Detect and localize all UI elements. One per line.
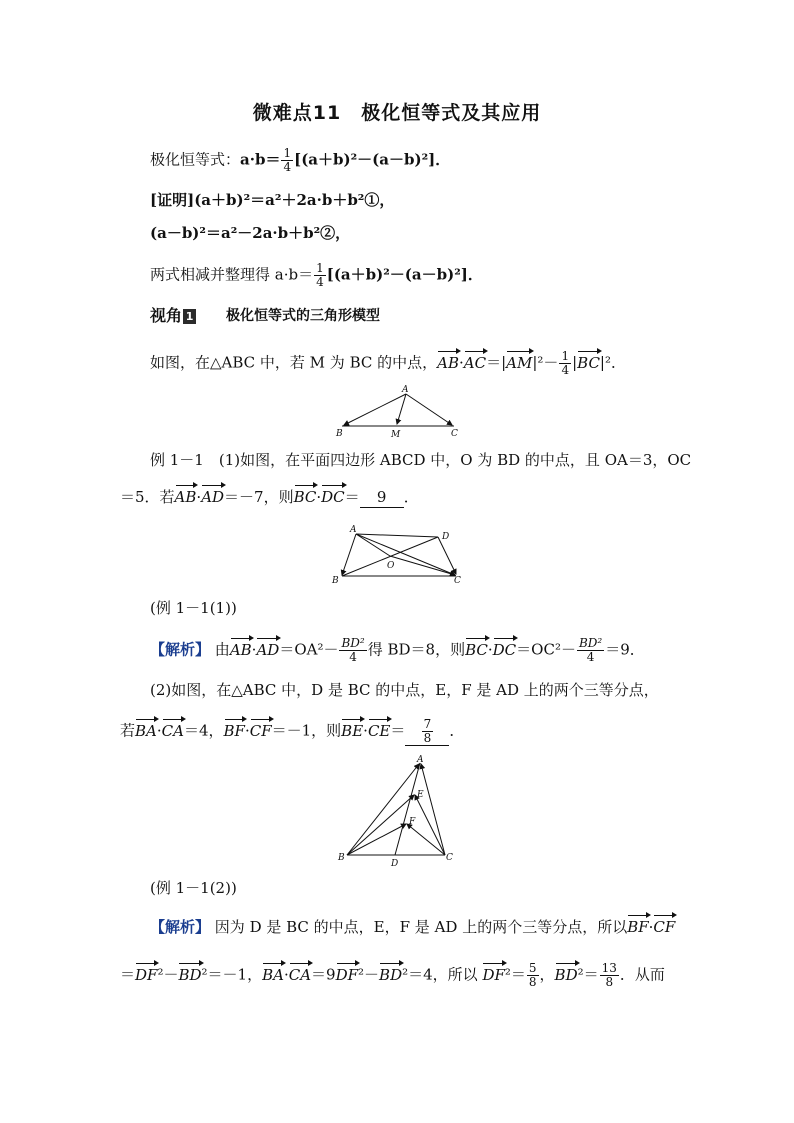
fig1-label-a: A [402, 385, 409, 395]
section-heading: 极化恒等式的三角形模型 [226, 308, 380, 324]
solution-tag-1: 【解析】 [150, 640, 211, 659]
fig3-label-f: F [409, 817, 416, 827]
fig3-label-a: A [417, 755, 424, 765]
example-1-line-1: 例 1－1 (1)如图，在平面四边形 ABCD 中，O 为 BD 的中点，且 OA＝3，OC [150, 451, 692, 469]
solution-tag-2: 【解析】 [150, 918, 211, 936]
page-title: 微难点11 极化恒等式及其应用 [252, 102, 542, 124]
example-2-line-2: 若BA·CA＝4，BF·CF＝－1，则BE·CE＝ $\frac{7}{8}$ ． [120, 717, 465, 745]
proof-line-1: [证明](a＋b)²＝a²＋2a·b＋b²①， [150, 191, 395, 209]
fig2-label-a: A [350, 525, 357, 535]
identity-fraction: $\frac{1}{4}$ [283, 146, 292, 174]
proof-fraction: $\frac{1}{4}$ [316, 261, 324, 289]
quadrilateral-figure [330, 522, 470, 587]
fig3-label-e: E [417, 790, 424, 800]
fig1-label-m: M [391, 430, 401, 440]
triangle-figure-1 [330, 382, 465, 442]
proof-line-2: (a－b)²＝a²－2a·b＋b²②， [150, 224, 351, 242]
fig1-label-b: B [336, 429, 343, 439]
fig2-label-b: B [332, 576, 339, 586]
fig2-label-o: O [387, 561, 395, 571]
answer-blank-1: 9 [360, 487, 404, 508]
identity-lhs: a·b＝ [240, 150, 281, 169]
example-1-caption: (例 1－1(1)) [150, 599, 237, 617]
fig2-label-d: D [442, 532, 450, 542]
identity-rhs: [(a＋b)²－(a－b)²]． [294, 150, 451, 169]
triangle-figure-2 [335, 752, 460, 870]
fig2-label-c: C [454, 576, 461, 586]
model-statement: 如图，在△ABC 中，若 M 为 BC 的中点，AB·AC＝|AM|²－ $\frac{1}{4}$ |BC|²． [150, 349, 626, 377]
proof-line-3: 两式相减并整理得 a·b＝ $\frac{1}{4}$ [(a＋b)²－(a－b)²]． [150, 261, 483, 289]
example-1-line-2: ＝5．若AB·AD＝－7，则BC·DC＝ 9 ． [120, 488, 419, 506]
fig3-label-c: C [446, 853, 453, 863]
example-2-line-1: (2)如图，在△ABC 中，D 是 BC 的中点，E，F 是 AD 上的两个三等分点， [150, 681, 659, 699]
fig3-label-d: D [391, 859, 399, 869]
solution-2-line-1: 【解析】 因为 D 是 BC 的中点，E，F 是 AD 上的两个三等分点，所以BF·CF [150, 918, 676, 936]
solution-1: 【解析】 由AB·AD＝OA²－ $\frac{\text{BD²}}{4}$ 得 BD＝8，则BC·DC＝OC²－ $\frac{\text{BD²}}{4}$ ＝9． [150, 636, 645, 664]
example-2-caption: (例 1－1(2)) [150, 879, 237, 897]
fig3-label-b: B [338, 853, 345, 863]
solution-2-line-2: ＝DF²－BD²＝－1，BA·CA＝9DF²－BD²＝4，所以 DF²＝ $\frac{5}{8}$ ，BD²＝ $\frac{13}{8}$ ．从而 [120, 961, 665, 989]
identity-line [150, 147, 450, 174]
answer-blank-2: $\frac{7}{8}$ [405, 718, 449, 746]
section-badge: 视角 1 [150, 303, 196, 326]
identity-label: 极化恒等式： [150, 150, 241, 169]
fig1-label-c: C [451, 429, 458, 439]
